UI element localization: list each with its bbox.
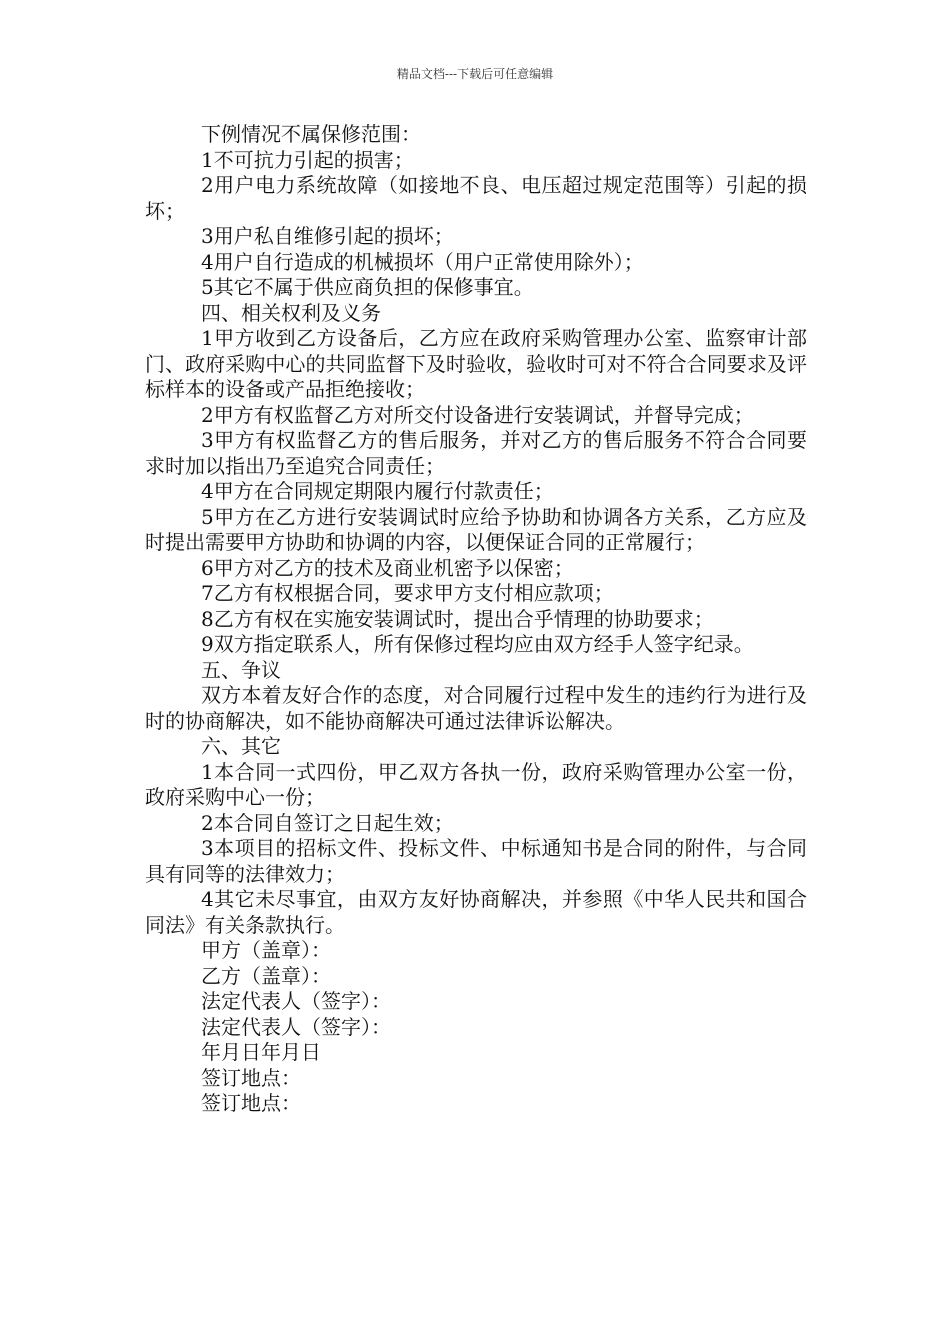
signature-legal-rep-a: 法定代表人（签字）： bbox=[201, 989, 391, 1013]
paragraph-other-4: 4其它未尽事宜，由双方友好协商解决，并参照《中华人民共和国合同法》有关条款执行。 bbox=[145, 887, 807, 937]
paragraph-other-1: 1本合同一式四份，甲乙双方各执一份，政府采购管理办公室一份，政府采购中心一份； bbox=[145, 759, 807, 809]
paragraph-rights-5: 5甲方在乙方进行安装调试时应给予协助和协调各方关系，乙方应及时提出需要甲方协助和协调的内容，以便保证合同的正常履行； bbox=[145, 504, 807, 554]
paragraph-rights-4: 4甲方在合同规定期限内履行付款责任； bbox=[201, 479, 554, 503]
document-body bbox=[145, 122, 807, 1117]
signature-party-b-seal: 乙方（盖章）： bbox=[201, 963, 331, 988]
paragraph-rights-3: 3甲方有权监督乙方的售后服务，并对乙方的售后服务不符合合同要求时加以指出乃至追究合同责任； bbox=[145, 428, 807, 478]
signature-party-a-seal: 甲方（盖章）： bbox=[201, 938, 331, 962]
page-header: 精品文档---下载后可任意编辑 bbox=[396, 67, 554, 81]
paragraph-other-2: 2本合同自签订之日起生效； bbox=[201, 810, 454, 835]
paragraph-rights-9: 9双方指定联系人，所有保修过程均应由双方经手人签字纪录。 bbox=[201, 632, 754, 656]
signature-dates: 年月日年月日 bbox=[201, 1040, 321, 1064]
paragraph-other-3: 3本项目的招标文件、投标文件、中标通知书是合同的附件，与合同具有同等的法律效力； bbox=[145, 836, 807, 886]
paragraph-exclusions-intro: 下例情况不属保修范围： bbox=[201, 122, 421, 146]
paragraph-exclusion-5: 5其它不属于供应商负担的保修事宜。 bbox=[201, 275, 534, 299]
section-heading-rights: 四、相关权利及义务 bbox=[201, 300, 381, 325]
signature-legal-rep-b: 法定代表人（签字）： bbox=[201, 1014, 391, 1039]
paragraph-exclusion-1: 1不可抗力引起的损害； bbox=[201, 147, 414, 172]
paragraph-exclusion-3: 3用户私自维修引起的损坏； bbox=[201, 224, 454, 248]
section-heading-dispute: 五、争议 bbox=[201, 657, 281, 682]
paragraph-exclusion-4: 4用户自行造成的机械损坏（用户正常使用除外）； bbox=[201, 249, 644, 274]
paragraph-rights-7: 7乙方有权根据合同，要求甲方支付相应款项； bbox=[201, 581, 614, 605]
paragraph-exclusion-2: 2用户电力系统故障（如接地不良、电压超过规定范围等）引起的损坏； bbox=[145, 173, 807, 223]
paragraph-rights-8: 8乙方有权在实施安装调试时，提出合乎情理的协助要求； bbox=[201, 606, 714, 631]
signing-location-a: 签订地点： bbox=[201, 1065, 301, 1090]
paragraph-rights-1: 1甲方收到乙方设备后，乙方应在政府采购管理办公室、监察审计部门、政府采购中心的共同监督下及时验收，验收时可对不符合合同要求及评标样本的设备或产品拒绝接收； bbox=[145, 326, 807, 401]
signing-location-b: 签订地点： bbox=[201, 1091, 301, 1115]
paragraph-rights-2: 2甲方有权监督乙方对所交付设备进行安装调试，并督导完成； bbox=[201, 402, 754, 427]
section-heading-other: 六、其它 bbox=[201, 734, 281, 758]
paragraph-dispute: 双方本着友好合作的态度，对合同履行过程中发生的违约行为进行及时的协商解决，如不能协商解决可通过法律诉讼解决。 bbox=[145, 683, 807, 733]
paragraph-rights-6: 6甲方对乙方的技术及商业机密予以保密； bbox=[201, 555, 574, 580]
